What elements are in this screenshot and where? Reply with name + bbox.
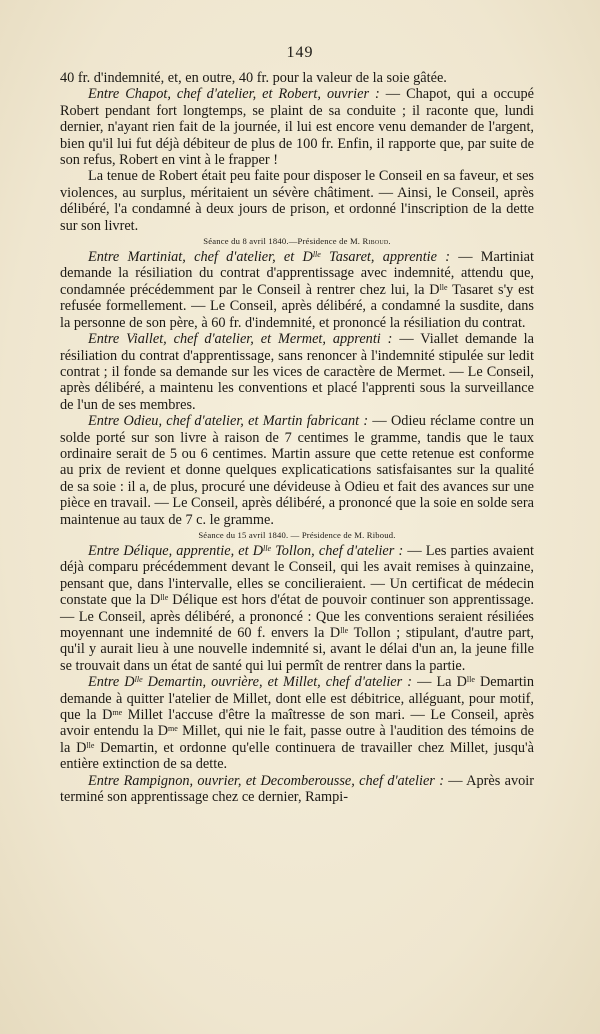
session-president: Riboud. (362, 236, 391, 247)
case-chapot-robert (60, 86, 534, 168)
page-number: 149 (286, 44, 314, 61)
case-text: — La $D^{lle}$ Demartin demande à quitter l'atelier de Millet, dont elle est débitrice, alléguant, pour motif, que la $D^{me}$ Millet l'accuse d'être la maîtresse de son mari. — Le Conseil, après avoir entendu la $D^{me}$ Millet, qui nie le fait, passe outre à l'audition des témoins de la $D^{lle}$ Demartin, et ordonne qu'elle continuera de travailler chez Millet, jusqu'à entière extinction de sa dette. (60, 674, 535, 773)
case-delique-tollon (60, 543, 534, 674)
paragraph-continuation (60, 70, 534, 86)
case-demartin-millet (60, 674, 534, 772)
case-viallet-mermet (60, 331, 534, 413)
paragraph-text: 40 fr. d'indemnité, et, en outre, 40 fr. pour la valeur de la soie gâtée. (60, 70, 447, 86)
case-text: — Odieu réclame contre un solde porté sur son livre à raison de 7 centimes le gramme, tandis que le taux ordinaire serait de 5 ou 6 centimes. Martin assure que cette retenue est conforme au prix de revient et donne quelques explicatications satisfaisantes sur la qualité de sa soie : il a, de plus, procuré une dévideuse à Odieu et fait des avances sur une pièce en travail. — Le Conseil, après délibéré, a prononcé que la soie en solde sera maintenue au taux de 7 c. le gramme. (60, 413, 534, 528)
case-rampignon-decomberousse (60, 773, 534, 806)
session-text: Séance du 15 avril 1840. — Présidence de M. Riboud. (198, 529, 396, 540)
case-lead: Entre Délique, apprentie, et $D^{lle}$ Tollon, chef d'atelier : (88, 542, 404, 559)
paragraph-text: La tenue de Robert était peu faite pour disposer le Conseil en sa faveur, et ses violences, au surplus, méritaient un sévère châtiment. — Ainsi, le Conseil, après délibéré, l'a condamné à deux jours de prison, et ordonné l'inscription de la dette sur son livret. (60, 168, 534, 234)
case-lead: Entre Martiniat, chef d'atelier, et $D^{lle}$ Tasaret, apprentie : (88, 249, 450, 266)
session-text: Séance du 8 avril 1840.—Présidence de M. (203, 236, 363, 247)
case-odieu-martin (60, 413, 534, 528)
body-text (60, 70, 534, 805)
case-martiniat-tasaret (60, 249, 534, 331)
case-text: — Chapot, qui a occupé Robert pendant fort longtemps, se plaint de sa conduite ; il raconte que, lundi dernier, n'ayant rien fait de la journée, il lui est encore venu demander de l'argent, bien qu'il lui fut déjà débiteur de plus de 100 fr. Enfin, il rapporte que, par suite de son refus, Robert en vint à le frapper ! (60, 86, 534, 169)
case-lead: Entre Chapot, chef d'atelier, et Robert, ouvrier : (88, 86, 380, 103)
case-text: — Après avoir terminé son apprentissage chez ce dernier, Rampi- (60, 772, 534, 806)
case-text: — Les parties avaient déjà comparu précédemment devant le Conseil, qui les avait remises à quinzaine, pensant que, dans l'intervalle, elles se concilieraient. — Un certificat de médecin constate que la $D^{lle}$ Délique est hors d'état de pouvoir continuer son apprentissage. — Le Conseil, après délibéré, a prononcé : Que les conventions seraient résiliées moyennant une indemnité de 60 f. envers la $D^{lle}$ Tollon ; stipulant, d'autre part, qu'il y aurait lieu à une nouvelle indemnité si, avant le délai d'un an, la jeune fille se trouvait dans un état de santé qui lui permît de rentrer dans la partie. (60, 542, 535, 674)
case-lead: Entre $D^{lle}$ Demartin, ouvrière, et Millet, chef d'atelier : (88, 674, 413, 691)
session-heading-8-april (60, 235, 534, 247)
session-heading-15-april (60, 529, 534, 541)
case-text: — Martiniat demande la résiliation du contrat d'apprentissage avec indemnité, attendu que, condamnée précédemment par le Conseil à rentrer chez lui, la $D^{lle}$ Tasaret s'y est refusée formellement. — Le Conseil, après délibéré, a condamné la susdite, dans la personne de son père, à 60 fr. d'indemnité, et prononcé la résiliation du contrat. (60, 249, 534, 331)
case-lead: Entre Rampignon, ouvrier, et Decomberousse, chef d'atelier : (88, 772, 444, 789)
case-text: — Viallet demande la résiliation du contrat d'apprentissage, sans renoncer à l'indemnité stipulée sur ledit contrat ; il fonde sa demande sur les vices de caractère de Mermet. — Le Conseil, après délibéré, a maintenu les conventions et placé l'apprenti sous la surveillance de l'un de ses membres. (60, 331, 534, 413)
paragraph-judgment (60, 168, 534, 234)
case-lead: Entre Odieu, chef d'atelier, et Martin fabricant : (88, 413, 369, 430)
case-lead: Entre Viallet, chef d'atelier, et Mermet, apprenti : (88, 331, 393, 348)
